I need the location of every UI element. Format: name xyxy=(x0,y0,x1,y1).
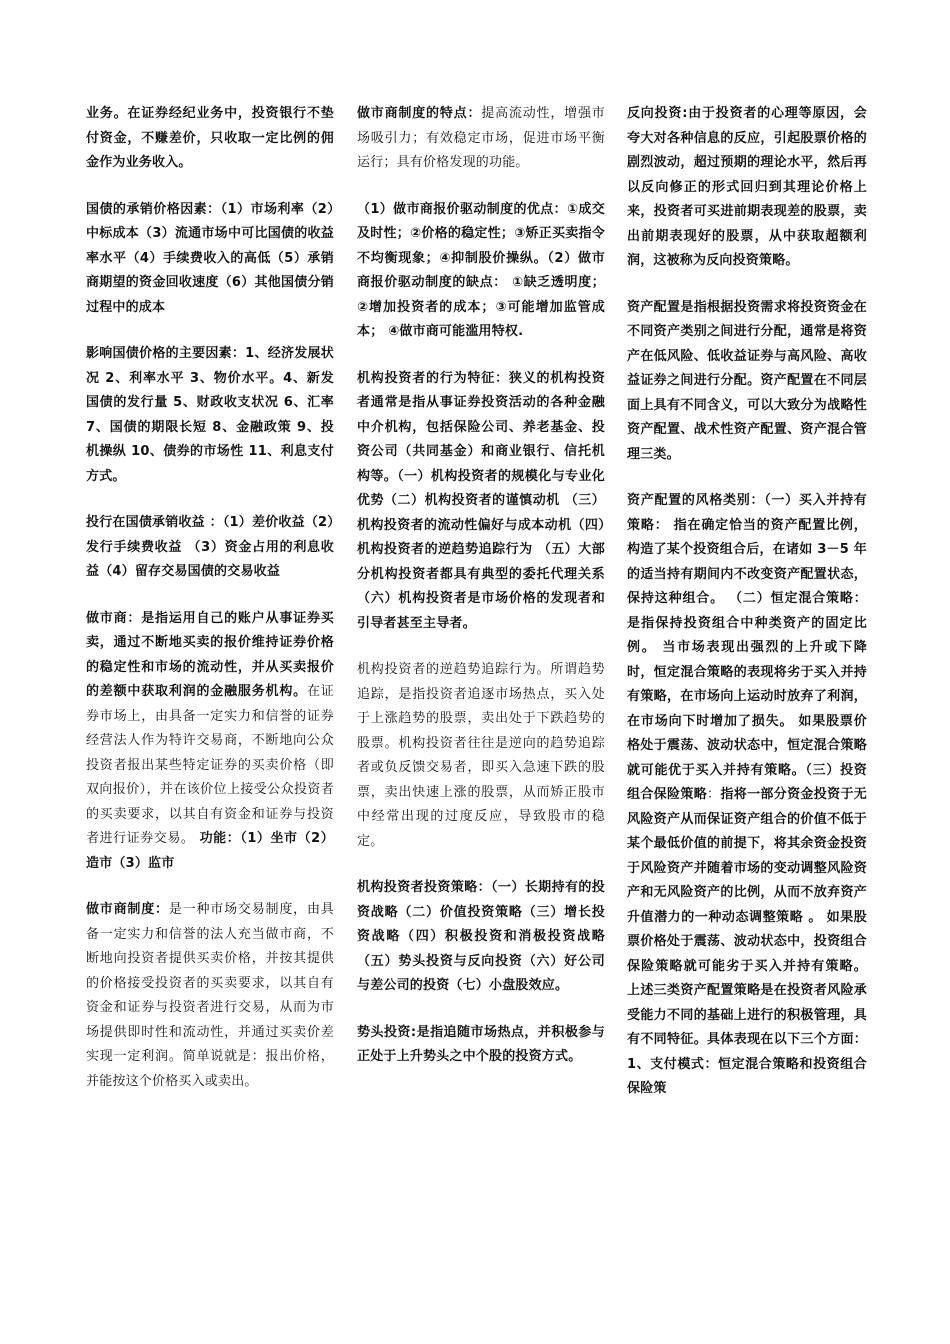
paragraph xyxy=(357,367,605,637)
bold-text-run: 影响国债价格的主要因素：1、经济发展状况 2、利率水平 3、物价水平。4、新发国债的发行量 5、财政收支状况 6、汇率 7、国债的期限长短 8、金融政策 9、投机操纵 10、债券的市场性 11、利息支付方式。 xyxy=(86,346,334,484)
paragraph xyxy=(86,607,334,877)
paragraph xyxy=(357,1021,605,1070)
paragraph xyxy=(357,658,605,854)
bold-text-run: 资产配置的风格类别：（一）买入并持有策略： xyxy=(627,493,867,533)
paragraph xyxy=(86,198,334,321)
bold-text-run: 势头投资:是指追随市场热点，并积极参与正处于上升势头之中个股的投资方式。 xyxy=(357,1024,605,1064)
text-run: 机构投资者的逆趋势追踪行为。所谓趋势追踪，是指投资者追逐市场热点，买入处于上涨趋势的股票，卖出处于下跌趋势的股票。机构投资者往往是逆向的趋势追踪者或负反馈交易者，即买入急速下跌的股票，卖出快速上涨的股票，从而矫正股市中经常出现的过度反应，导致股市的稳定。 xyxy=(357,662,605,849)
bold-text-run: 反向投资:由于投资者的心理等原因，会夸大对各种信息的反应，引起股票价格的剧烈波动，超过预期的理论水平，然后再以反向修正的形式回归到其理论价格上来，投资者可买进前期表现差的股票，卖出前期表现好的股票，从中获取超额利润，这被称为反向投资策略。 xyxy=(627,106,867,268)
bold-text-run: 当市场表现出强烈的上升或下降时，恒定混合策略的表现将劣于买入并持有策略，在市场向上运动时放弃了利润，在市场向下时增加了损失。 xyxy=(627,640,867,729)
bold-text-run: 资产配置是指根据投资需求将投资资金在不同资产类别之间进行分配，通常是将资产在低风险、低收益证券与高风险、高收益证券之间进行分配。资产配置在不同层面上具有不同含义，可以大致分为战略性资产配置、战术性资产配置、资产混合管理三类。 xyxy=(627,299,867,462)
text-run: ： xyxy=(707,787,721,802)
bold-text-run: 功能：（1）坐市（2）造市（3）监市 xyxy=(86,831,334,871)
bold-text-run: 指将一部分资金投资于无风险资产从而保证资产组合的价值不低于某个最低价值的前提下，将其余资金投资于风险资产并随着市场的变动调整风险资产和无风险资产的比例，从而不放弃资产升值潜力的一种动态调整策略 。 xyxy=(627,787,867,925)
bold-text-run: 国债的承销价格因素：（1）市场利率（2）中标成本（3）流通市场中可比国债的收益率水平（4）手续费收入的高低（5）承销商期望的资金回收速度（6）其他国债分销过程中的成本 xyxy=(86,201,334,315)
paragraph xyxy=(357,198,605,345)
text-column-1 xyxy=(86,102,334,1116)
bold-text-run: 机构投资者投资策略：（一）长期持有的投资战略（二）价值投资策略（三）增长投资战略（四）积极投资和消极投资战略（五）势头投资与反向投资（六）好公司与差公司的投资（七）小盘股效应。 xyxy=(357,880,605,993)
paragraph xyxy=(357,102,605,176)
bold-text-run: 机构投资者的行为特征：狭义的机构投资者通常是指从事证券投资活动的各种金融中介机构，包括保险公司、养老基金、投资公司（共同基金）和商业银行、信托机构等。（一）机构投资者的规模化与专业化优势（二）机构投资者的谨慎动机 （三）机构投资者的流动性偏好与成本动机（四）机构投资者的逆趋势追踪行为 （五）大部分机构投资者都具有典型的委托代理关系 （六）机构投资者是市场价格的发现者和引导者甚至主导者。 xyxy=(357,370,605,631)
bold-text-run: 业务。在证券经纪业务中，投资银行不垫付资金，不赚差价，只收取一定比例的佣金作为业务收入。 xyxy=(86,106,334,170)
paragraph xyxy=(627,102,867,274)
bold-text-run: 做市商制度的特点： xyxy=(357,106,482,121)
paragraph xyxy=(627,296,867,468)
bold-text-run: 投行在国债承销收益 ：（1）差价收益（2）发行手续费收益 （3）资金占用的利息收益（4）留存交易国债的交易收益 xyxy=(86,515,334,579)
paragraph xyxy=(86,898,334,1094)
paragraph xyxy=(86,511,334,585)
paragraph xyxy=(86,102,334,176)
bold-text-run: （二）恒定混合策略：是指保持投资组合中种类资产的固定比例。 xyxy=(627,591,867,655)
text-run: 提高流动性，增强市场吸引力；有效稳定市场，促进市场平衡运行；具有价格发现的功能。 xyxy=(357,106,605,170)
bold-text-run: 指在确定恰当的资产配置比例，构造了某个投资组合后，在诸如 3－5 年的适当持有期间内不改变资产配置状态，保持这种组合。 xyxy=(627,517,867,606)
text-run: 是一种市场交易制度，由具备一定实力和信誉的法人充当做市商，不断地向投资者提供买卖价格，并按其提供的价格接受投资者的买卖要求，以其自有资金和证券与投资者进行交易，从而为市场提供即时性和流动性，并通过买卖价差实现一定利润。简单说就是：报出价格，并能按这个价格买入或卖出。 xyxy=(86,902,334,1089)
bold-text-run: （1）做市商报价驱动制度的优点：①成交及时性；②价格的稳定性；③矫正买卖指令不均衡现象；④抑制股价操纵。（2）做市商报价驱动制度的缺点： ①缺乏透明度；②增加投资者的成本；③可能增加监管成本； ④做市商可能滥用特权. xyxy=(357,201,605,339)
paragraph xyxy=(627,489,867,1102)
text-column-2 xyxy=(357,102,605,1092)
text-run: 在证券市场上，由具备一定实力和信誉的证券经营法人作为特许交易商，不断地向公众投资者报出某些特定证券的买卖价格（即双向报价），并在该价位上接受公众投资者的买卖要求，以其自有资金和证券与投资者进行证券交易。 xyxy=(86,684,334,846)
bold-text-run: 做市商制度： xyxy=(86,902,169,917)
text-column-3 xyxy=(627,102,867,1124)
paragraph xyxy=(86,342,334,489)
bold-text-run: 如果股票价格处于震荡、波动状态中，投资组合保险策略就可能劣于买入并持有策略。 xyxy=(627,909,867,974)
bold-text-run: 做市商：是指运用自己的账户从事证券买卖，通过不断地买卖的报价维持证券价格的稳定性和市场的流动性，并从买卖报价的差额中获取利润的金融服务机构。 xyxy=(86,610,334,699)
bold-text-run: 如果股票价格处于震荡、波动状态中，恒定混合策略就可能优于买入并持有策略。（三）投资组合保险策略 xyxy=(627,713,867,802)
bold-text-run: 上述三类资产配置策略是在投资者风险承受能力不同的基础上进行的积极管理，具有不同特征。具体表现在以下三个方面：1、支付模式：恒定混合策略和投资组合保险策 xyxy=(627,983,867,1096)
paragraph xyxy=(357,876,605,999)
